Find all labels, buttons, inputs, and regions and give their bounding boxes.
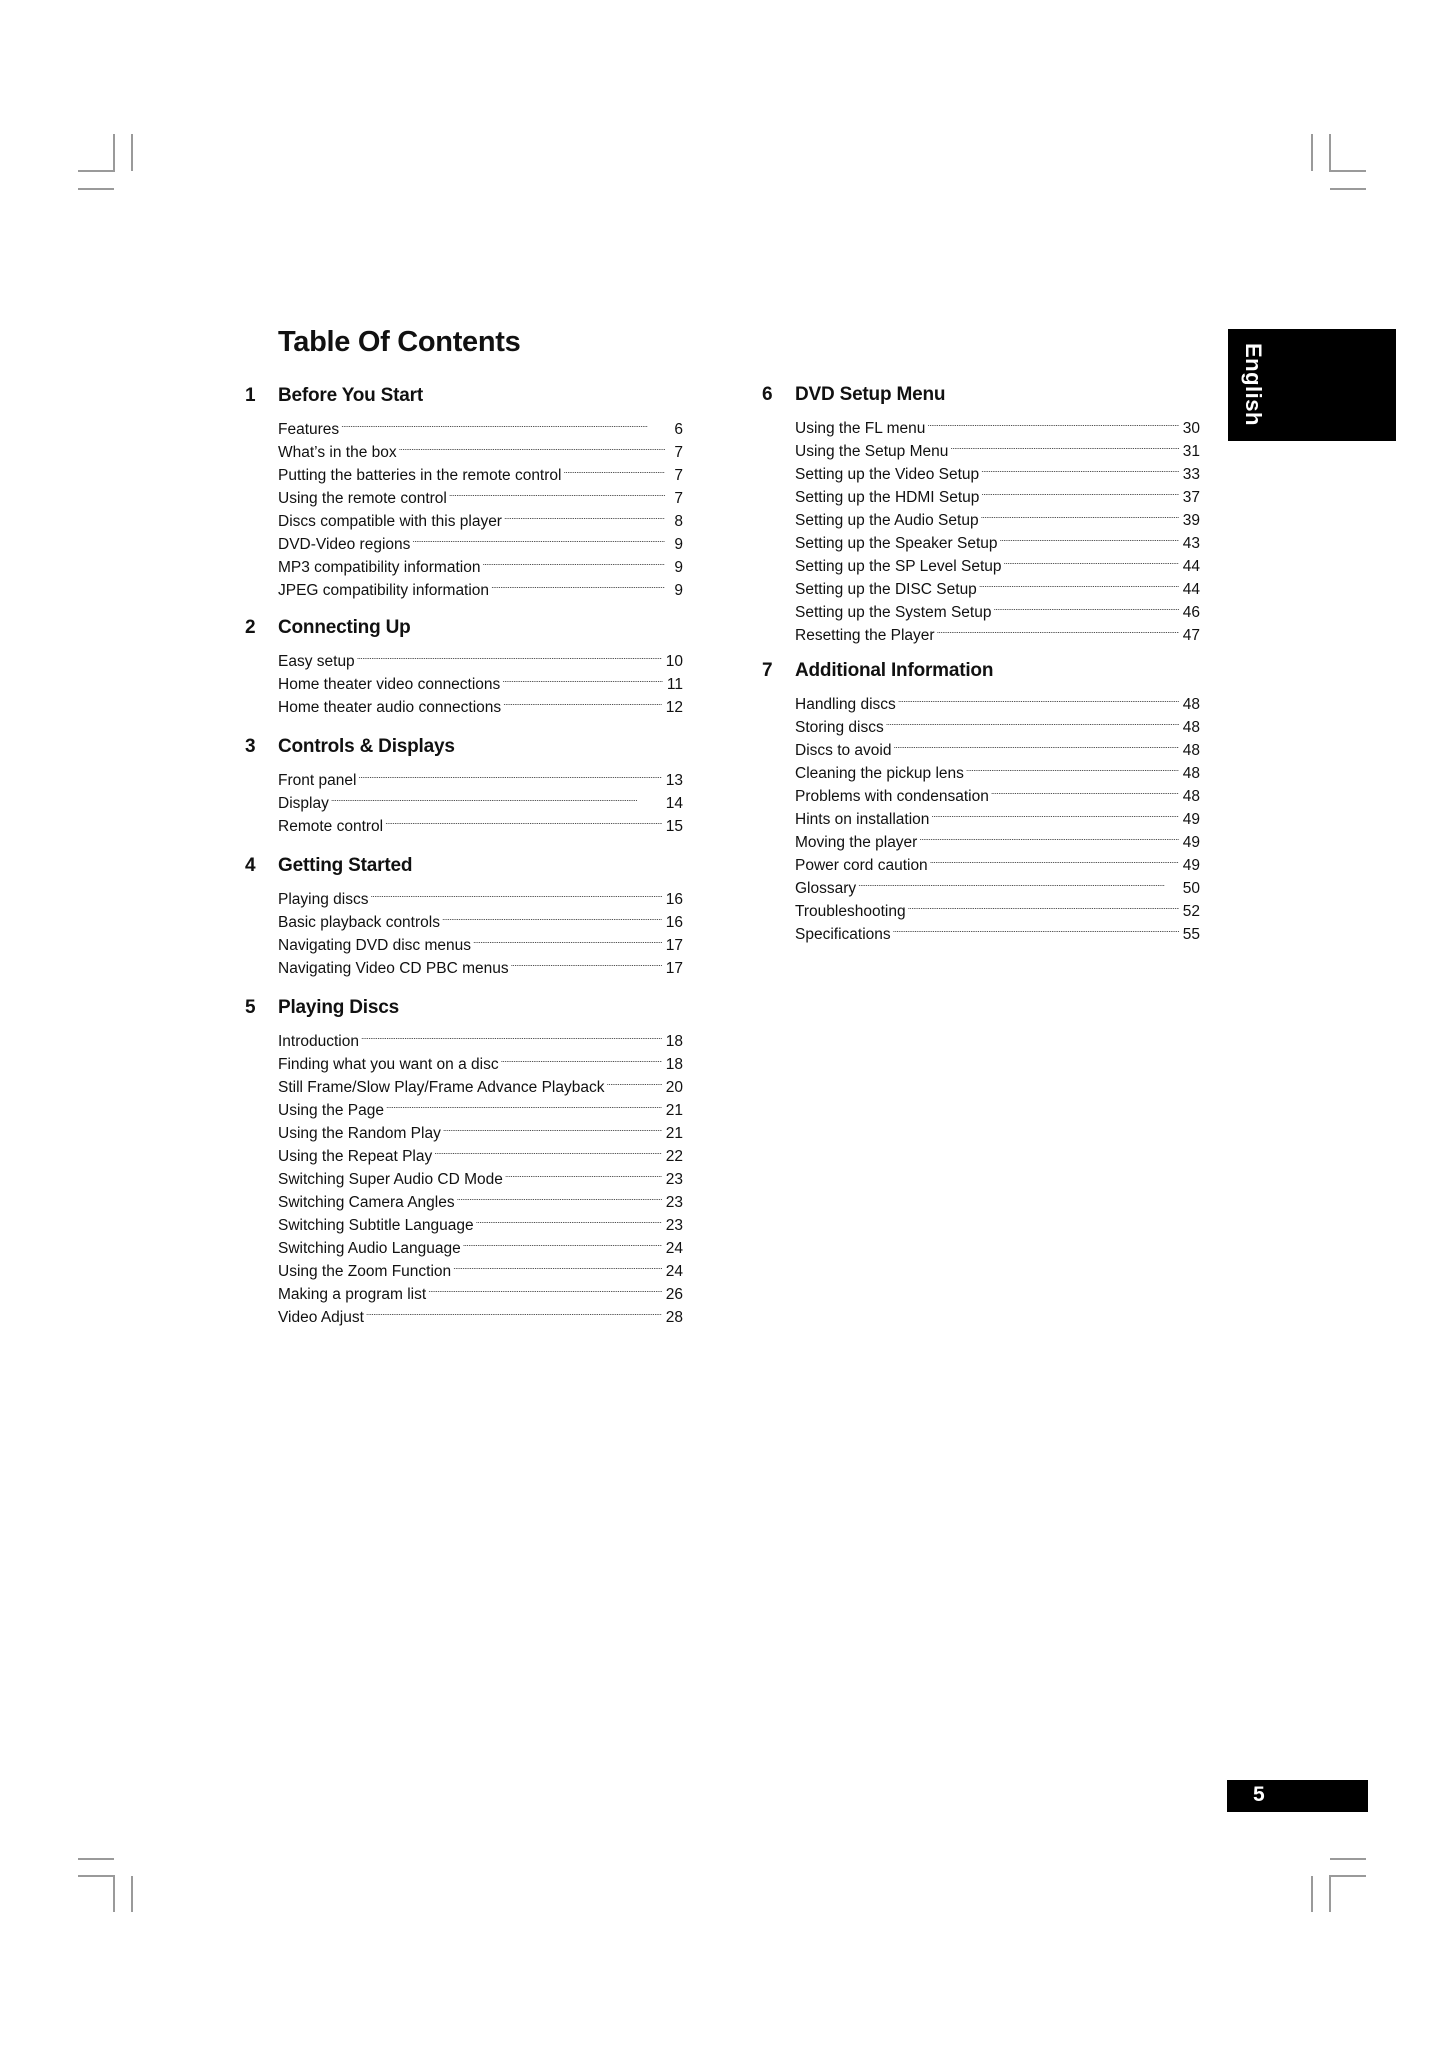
dot-leader — [930, 847, 1179, 870]
entry-page: 9 — [674, 582, 683, 599]
dot-leader — [1000, 525, 1179, 548]
entry-page: 48 — [1182, 719, 1200, 736]
crop-mark-top-right — [1329, 170, 1366, 172]
page-number: 5 — [1253, 1783, 1265, 1806]
entry-label[interactable]: Basic playback controls — [278, 914, 440, 931]
dot-leader — [563, 457, 665, 480]
crop-mark-bottom-right — [1330, 1858, 1366, 1860]
dot-leader — [503, 689, 662, 712]
dot-leader — [357, 643, 662, 666]
entry-label[interactable]: Cleaning the pickup lens — [795, 765, 964, 782]
entry-page: 9 — [674, 536, 683, 553]
dot-leader — [449, 480, 665, 503]
crop-mark-top-left — [78, 188, 114, 190]
entry-page: 18 — [665, 1033, 683, 1050]
entry-label[interactable]: Using the FL menu — [795, 420, 926, 437]
dot-leader — [453, 1253, 662, 1276]
entry-page: 48 — [1182, 742, 1200, 759]
toc-entry[interactable] — [278, 762, 683, 789]
dot-leader — [886, 709, 1179, 732]
section-number: 6 — [762, 384, 773, 405]
entry-label[interactable]: Hints on installation — [795, 811, 930, 828]
section-title[interactable]: Controls & Displays — [278, 736, 455, 757]
entry-page: 21 — [665, 1102, 683, 1119]
toc-entry[interactable] — [278, 411, 683, 438]
toc-entry[interactable] — [278, 808, 683, 835]
entry-page: 37 — [1182, 489, 1200, 506]
dot-leader — [919, 824, 1178, 847]
dot-leader — [504, 503, 665, 526]
dot-leader — [501, 1046, 662, 1069]
entry-label[interactable]: Display — [278, 795, 329, 812]
entry-label[interactable]: Discs compatible with this player — [278, 513, 502, 530]
entry-label[interactable]: Still Frame/Slow Play/Frame Advance Playback — [278, 1079, 605, 1096]
entry-page: 16 — [665, 914, 683, 931]
entry-page: 28 — [665, 1309, 683, 1326]
entry-label[interactable]: JPEG compatibility information — [278, 582, 490, 599]
entry-label[interactable]: Navigating DVD disc menus — [278, 937, 471, 954]
section-heading[interactable] — [245, 385, 685, 411]
entry-page: 7 — [674, 490, 683, 507]
entry-list — [245, 1023, 685, 1326]
entry-label[interactable]: Switching Audio Language — [278, 1240, 461, 1257]
dot-leader — [341, 411, 665, 434]
dot-leader — [979, 571, 1179, 594]
crop-mark-bottom-left — [113, 1875, 115, 1912]
entry-page: 6 — [674, 421, 683, 438]
entry-page: 12 — [665, 699, 683, 716]
entry-page: 33 — [1182, 466, 1200, 483]
dot-leader — [476, 1207, 662, 1230]
entry-label[interactable]: Setting up the DISC Setup — [795, 581, 977, 598]
entry-label[interactable]: Using the Page — [278, 1102, 384, 1119]
toc-section — [245, 736, 685, 835]
entry-page: 23 — [665, 1194, 683, 1211]
entry-page: 15 — [665, 818, 683, 835]
dot-leader — [502, 666, 663, 689]
section-heading[interactable] — [245, 617, 685, 643]
entry-page: 23 — [665, 1217, 683, 1234]
section-number: 5 — [245, 997, 256, 1018]
entry-label[interactable]: Easy setup — [278, 653, 355, 670]
dot-leader — [991, 778, 1179, 801]
entry-label[interactable]: Home theater audio connections — [278, 699, 502, 716]
page-number-box — [1227, 1780, 1368, 1812]
toc-column-right — [762, 384, 1202, 963]
entry-label[interactable]: Switching Subtitle Language — [278, 1217, 474, 1234]
entry-label[interactable]: Introduction — [278, 1033, 359, 1050]
section-title[interactable]: Getting Started — [278, 855, 413, 876]
dot-leader — [505, 1161, 662, 1184]
section-number: 2 — [245, 617, 256, 638]
dot-leader — [981, 502, 1179, 525]
entry-page: 49 — [1182, 834, 1200, 851]
entry-list — [245, 411, 685, 599]
entry-label[interactable]: Troubleshooting — [795, 903, 906, 920]
entry-label[interactable]: Setting up the HDMI Setup — [795, 489, 980, 506]
section-number: 1 — [245, 385, 256, 406]
section-title[interactable]: Additional Information — [795, 660, 994, 681]
crop-mark-bottom-right — [1329, 1875, 1366, 1877]
section-title[interactable]: Before You Start — [278, 385, 423, 406]
entry-label[interactable]: Features — [278, 421, 340, 438]
dot-leader — [386, 1092, 662, 1115]
dot-leader — [893, 732, 1178, 755]
entry-label[interactable]: Switching Camera Angles — [278, 1194, 455, 1211]
entry-label[interactable]: Resetting the Player — [795, 627, 935, 644]
toc-section — [245, 385, 685, 599]
dot-leader — [937, 617, 1179, 640]
dot-leader — [473, 927, 662, 950]
entry-label[interactable]: Setting up the Speaker Setup — [795, 535, 998, 552]
dot-leader — [463, 1230, 662, 1253]
dot-leader — [370, 881, 661, 904]
entry-label[interactable]: Setting up the System Setup — [795, 604, 992, 621]
entry-list — [762, 686, 1202, 943]
entry-page: 7 — [674, 444, 683, 461]
entry-label[interactable]: Setting up the Video Setup — [795, 466, 980, 483]
dot-leader — [966, 755, 1179, 778]
toc-entry[interactable] — [795, 410, 1200, 437]
dot-leader — [434, 1138, 662, 1161]
toc-section — [245, 997, 685, 1326]
dot-leader — [412, 526, 665, 549]
page-title: Table Of Contents — [278, 326, 521, 358]
entry-page: 23 — [665, 1171, 683, 1188]
dot-leader — [908, 893, 1179, 916]
entry-label[interactable]: Remote control — [278, 818, 384, 835]
entry-label[interactable]: Using the Zoom Function — [278, 1263, 452, 1280]
crop-mark-bottom-right — [1311, 1876, 1313, 1912]
dot-leader — [511, 950, 662, 973]
entry-list — [762, 410, 1202, 644]
entry-page: 7 — [674, 467, 683, 484]
dot-leader — [606, 1069, 661, 1092]
entry-page: 30 — [1182, 420, 1200, 437]
entry-label[interactable]: What’s in the box — [278, 444, 397, 461]
dot-leader — [366, 1299, 662, 1322]
crop-mark-bottom-right — [1329, 1875, 1331, 1912]
section-number: 3 — [245, 736, 256, 757]
entry-page: 48 — [1182, 696, 1200, 713]
section-title[interactable]: Playing Discs — [278, 997, 399, 1018]
entry-label[interactable]: Handling discs — [795, 696, 896, 713]
section-heading[interactable] — [245, 855, 685, 881]
entry-label[interactable]: Playing discs — [278, 891, 369, 908]
toc-section — [245, 855, 685, 977]
entry-list — [245, 762, 685, 835]
entry-page: 10 — [665, 653, 683, 670]
crop-mark-top-right — [1330, 188, 1366, 190]
entry-label[interactable]: Power cord caution — [795, 857, 928, 874]
entry-page: 17 — [665, 960, 683, 977]
entry-page: 31 — [1182, 443, 1200, 460]
dot-leader — [361, 1023, 662, 1046]
dot-leader — [993, 594, 1178, 617]
entry-page: 43 — [1182, 535, 1200, 552]
entry-page: 44 — [1182, 581, 1200, 598]
dot-leader — [385, 808, 662, 831]
entry-list — [245, 643, 685, 716]
dot-leader — [331, 785, 662, 808]
entry-label[interactable]: Setting up the Audio Setup — [795, 512, 979, 529]
section-number: 4 — [245, 855, 256, 876]
entry-label[interactable]: Front panel — [278, 772, 357, 789]
entry-label[interactable]: Navigating Video CD PBC menus — [278, 960, 509, 977]
entry-page: 24 — [665, 1240, 683, 1257]
entry-label[interactable]: DVD-Video regions — [278, 536, 411, 553]
dot-leader — [443, 1115, 662, 1138]
entry-label[interactable]: Discs to avoid — [795, 742, 892, 759]
section-heading[interactable] — [245, 736, 685, 762]
entry-label[interactable]: Using the Repeat Play — [278, 1148, 433, 1165]
entry-page: 24 — [665, 1263, 683, 1280]
entry-label[interactable]: Using the remote control — [278, 490, 447, 507]
section-heading[interactable] — [762, 384, 1202, 410]
entry-label[interactable]: Setting up the SP Level Setup — [795, 558, 1002, 575]
toc-section — [762, 660, 1202, 943]
section-number: 7 — [762, 660, 773, 681]
crop-mark-top-left — [113, 134, 115, 172]
crop-mark-bottom-left — [78, 1875, 114, 1877]
entry-label[interactable]: Putting the batteries in the remote control — [278, 467, 562, 484]
dot-leader — [1004, 548, 1179, 571]
section-heading[interactable] — [245, 997, 685, 1023]
entry-label[interactable]: Storing discs — [795, 719, 884, 736]
entry-label[interactable]: Moving the player — [795, 834, 918, 851]
entry-page: 20 — [665, 1079, 683, 1096]
entry-label[interactable]: Making a program list — [278, 1286, 427, 1303]
entry-page: 48 — [1182, 788, 1200, 805]
dot-leader — [981, 479, 1178, 502]
entry-label[interactable]: Using the Random Play — [278, 1125, 441, 1142]
entry-page: 17 — [665, 937, 683, 954]
section-title[interactable]: Connecting Up — [278, 617, 411, 638]
entry-page: 47 — [1182, 627, 1200, 644]
entry-page: 46 — [1182, 604, 1200, 621]
entry-label[interactable]: Problems with condensation — [795, 788, 989, 805]
entry-label[interactable]: Video Adjust — [278, 1309, 364, 1326]
entry-page: 8 — [674, 513, 683, 530]
entry-label[interactable]: Finding what you want on a disc — [278, 1056, 499, 1073]
dot-leader — [491, 572, 665, 595]
entry-page: 22 — [665, 1148, 683, 1165]
crop-mark-top-left — [131, 134, 133, 171]
entry-label[interactable]: MP3 compatibility information — [278, 559, 481, 576]
dot-leader — [927, 410, 1178, 433]
entry-page: 26 — [665, 1286, 683, 1303]
dot-leader — [858, 870, 1179, 893]
crop-mark-bottom-left — [131, 1876, 133, 1912]
entry-label[interactable]: Specifications — [795, 926, 891, 943]
entry-list — [245, 881, 685, 977]
crop-mark-bottom-left — [78, 1858, 114, 1860]
entry-page: 21 — [665, 1125, 683, 1142]
section-heading[interactable] — [762, 660, 1202, 686]
entry-page: 11 — [666, 676, 683, 693]
entry-page: 49 — [1182, 857, 1200, 874]
crop-mark-top-right — [1311, 134, 1313, 171]
crop-mark-top-left — [78, 170, 114, 172]
toc-entry[interactable] — [795, 686, 1200, 713]
entry-label[interactable]: Switching Super Audio CD Mode — [278, 1171, 503, 1188]
dot-leader — [482, 549, 665, 572]
toc-section — [762, 384, 1202, 644]
entry-page: 13 — [665, 772, 683, 789]
dot-leader — [428, 1276, 662, 1299]
entry-page: 48 — [1182, 765, 1200, 782]
language-tab-label: English — [1241, 343, 1266, 426]
entry-page: 49 — [1182, 811, 1200, 828]
entry-label[interactable]: Glossary — [795, 880, 857, 897]
entry-label[interactable]: Home theater video connections — [278, 676, 501, 693]
entry-page: 52 — [1182, 903, 1200, 920]
dot-leader — [457, 1184, 662, 1207]
toc-column-left — [245, 385, 685, 1346]
entry-label[interactable]: Using the Setup Menu — [795, 443, 949, 460]
entry-page: 44 — [1182, 558, 1200, 575]
dot-leader — [931, 801, 1178, 824]
toc-entry[interactable] — [278, 881, 683, 908]
dot-leader — [893, 916, 1179, 939]
entry-page: 55 — [1182, 926, 1200, 943]
dot-leader — [950, 433, 1178, 456]
entry-page: 50 — [1182, 880, 1200, 897]
entry-page: 39 — [1182, 512, 1200, 529]
toc-entry[interactable] — [278, 1023, 683, 1050]
entry-page: 14 — [665, 795, 683, 812]
dot-leader — [898, 686, 1179, 709]
entry-page: 9 — [674, 559, 683, 576]
dot-leader — [358, 762, 661, 785]
crop-mark-top-right — [1329, 134, 1331, 172]
entry-page: 18 — [665, 1056, 683, 1073]
dot-leader — [399, 434, 665, 457]
language-tab — [1228, 329, 1396, 441]
toc-entry[interactable] — [278, 643, 683, 670]
section-title[interactable]: DVD Setup Menu — [795, 384, 946, 405]
dot-leader — [442, 904, 662, 927]
entry-page: 16 — [665, 891, 683, 908]
dot-leader — [981, 456, 1179, 479]
toc-section — [245, 617, 685, 716]
toc-entry[interactable] — [278, 785, 683, 812]
